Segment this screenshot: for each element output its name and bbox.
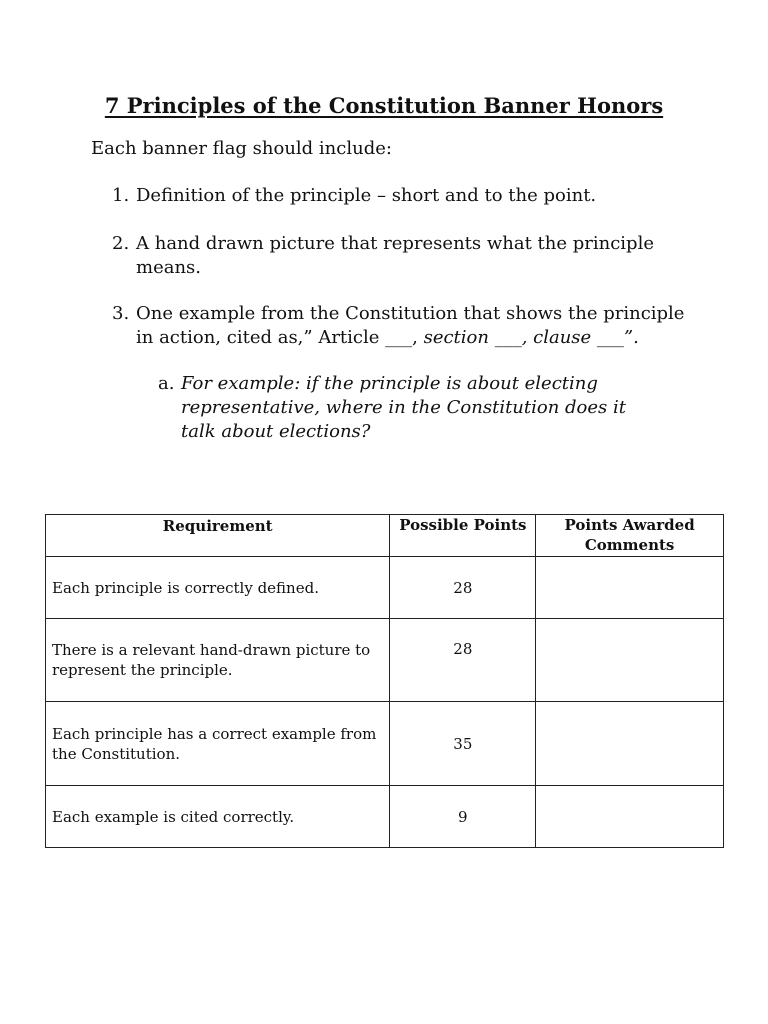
requirement-cell: There is a relevant hand-drawn picture to represent the principle.: [46, 619, 390, 702]
rubric-table: [45, 514, 724, 848]
list-item-number: 2.: [112, 233, 130, 254]
awarded-cell: [536, 557, 724, 619]
table-row: [46, 702, 724, 786]
page-title: 7 Principles of the Constitution Banner Honors: [104, 93, 664, 118]
points-cell: 35: [390, 702, 536, 786]
header-points-awarded: Points Awarded Comments: [536, 515, 724, 557]
sub-list-item-text: For example: if the principle is about electing representative, where in the Constitution does it talk about elections?: [181, 373, 626, 442]
header-requirement: Requirement: [46, 515, 390, 557]
list-item-text: A hand drawn picture that represents what the principle means.: [136, 233, 654, 278]
sub-list-item-letter: a.: [158, 373, 175, 394]
list-item-text: [136, 302, 692, 350]
requirement-cell: Each principle is correctly defined.: [46, 557, 390, 619]
awarded-cell: [536, 786, 724, 848]
table-row: [46, 786, 724, 848]
list-item-text-italic: section ___, clause ___”.: [423, 327, 639, 348]
requirement-cell: Each principle has a correct example from the Constitution.: [46, 702, 390, 786]
list-item-number: 3.: [112, 303, 130, 324]
points-cell: 9: [390, 786, 536, 848]
awarded-cell: [536, 702, 724, 786]
list-item-text-plain: One example from the Constitution that shows the principle in action, cited as,” Article ___,: [136, 303, 685, 348]
header-possible-points: Possible Points: [390, 515, 536, 557]
requirement-cell: Each example is cited correctly.: [46, 786, 390, 848]
awarded-cell: [536, 619, 724, 702]
points-cell: 28: [390, 619, 536, 702]
list-item-number: 1.: [112, 185, 130, 206]
table-row: [46, 557, 724, 619]
points-cell: 28: [390, 557, 536, 619]
table-header-row: [46, 515, 724, 557]
list-item-text: Definition of the principle – short and to the point.: [136, 185, 597, 206]
table-row: [46, 619, 724, 702]
intro-text: Each banner flag should include:: [91, 138, 392, 159]
